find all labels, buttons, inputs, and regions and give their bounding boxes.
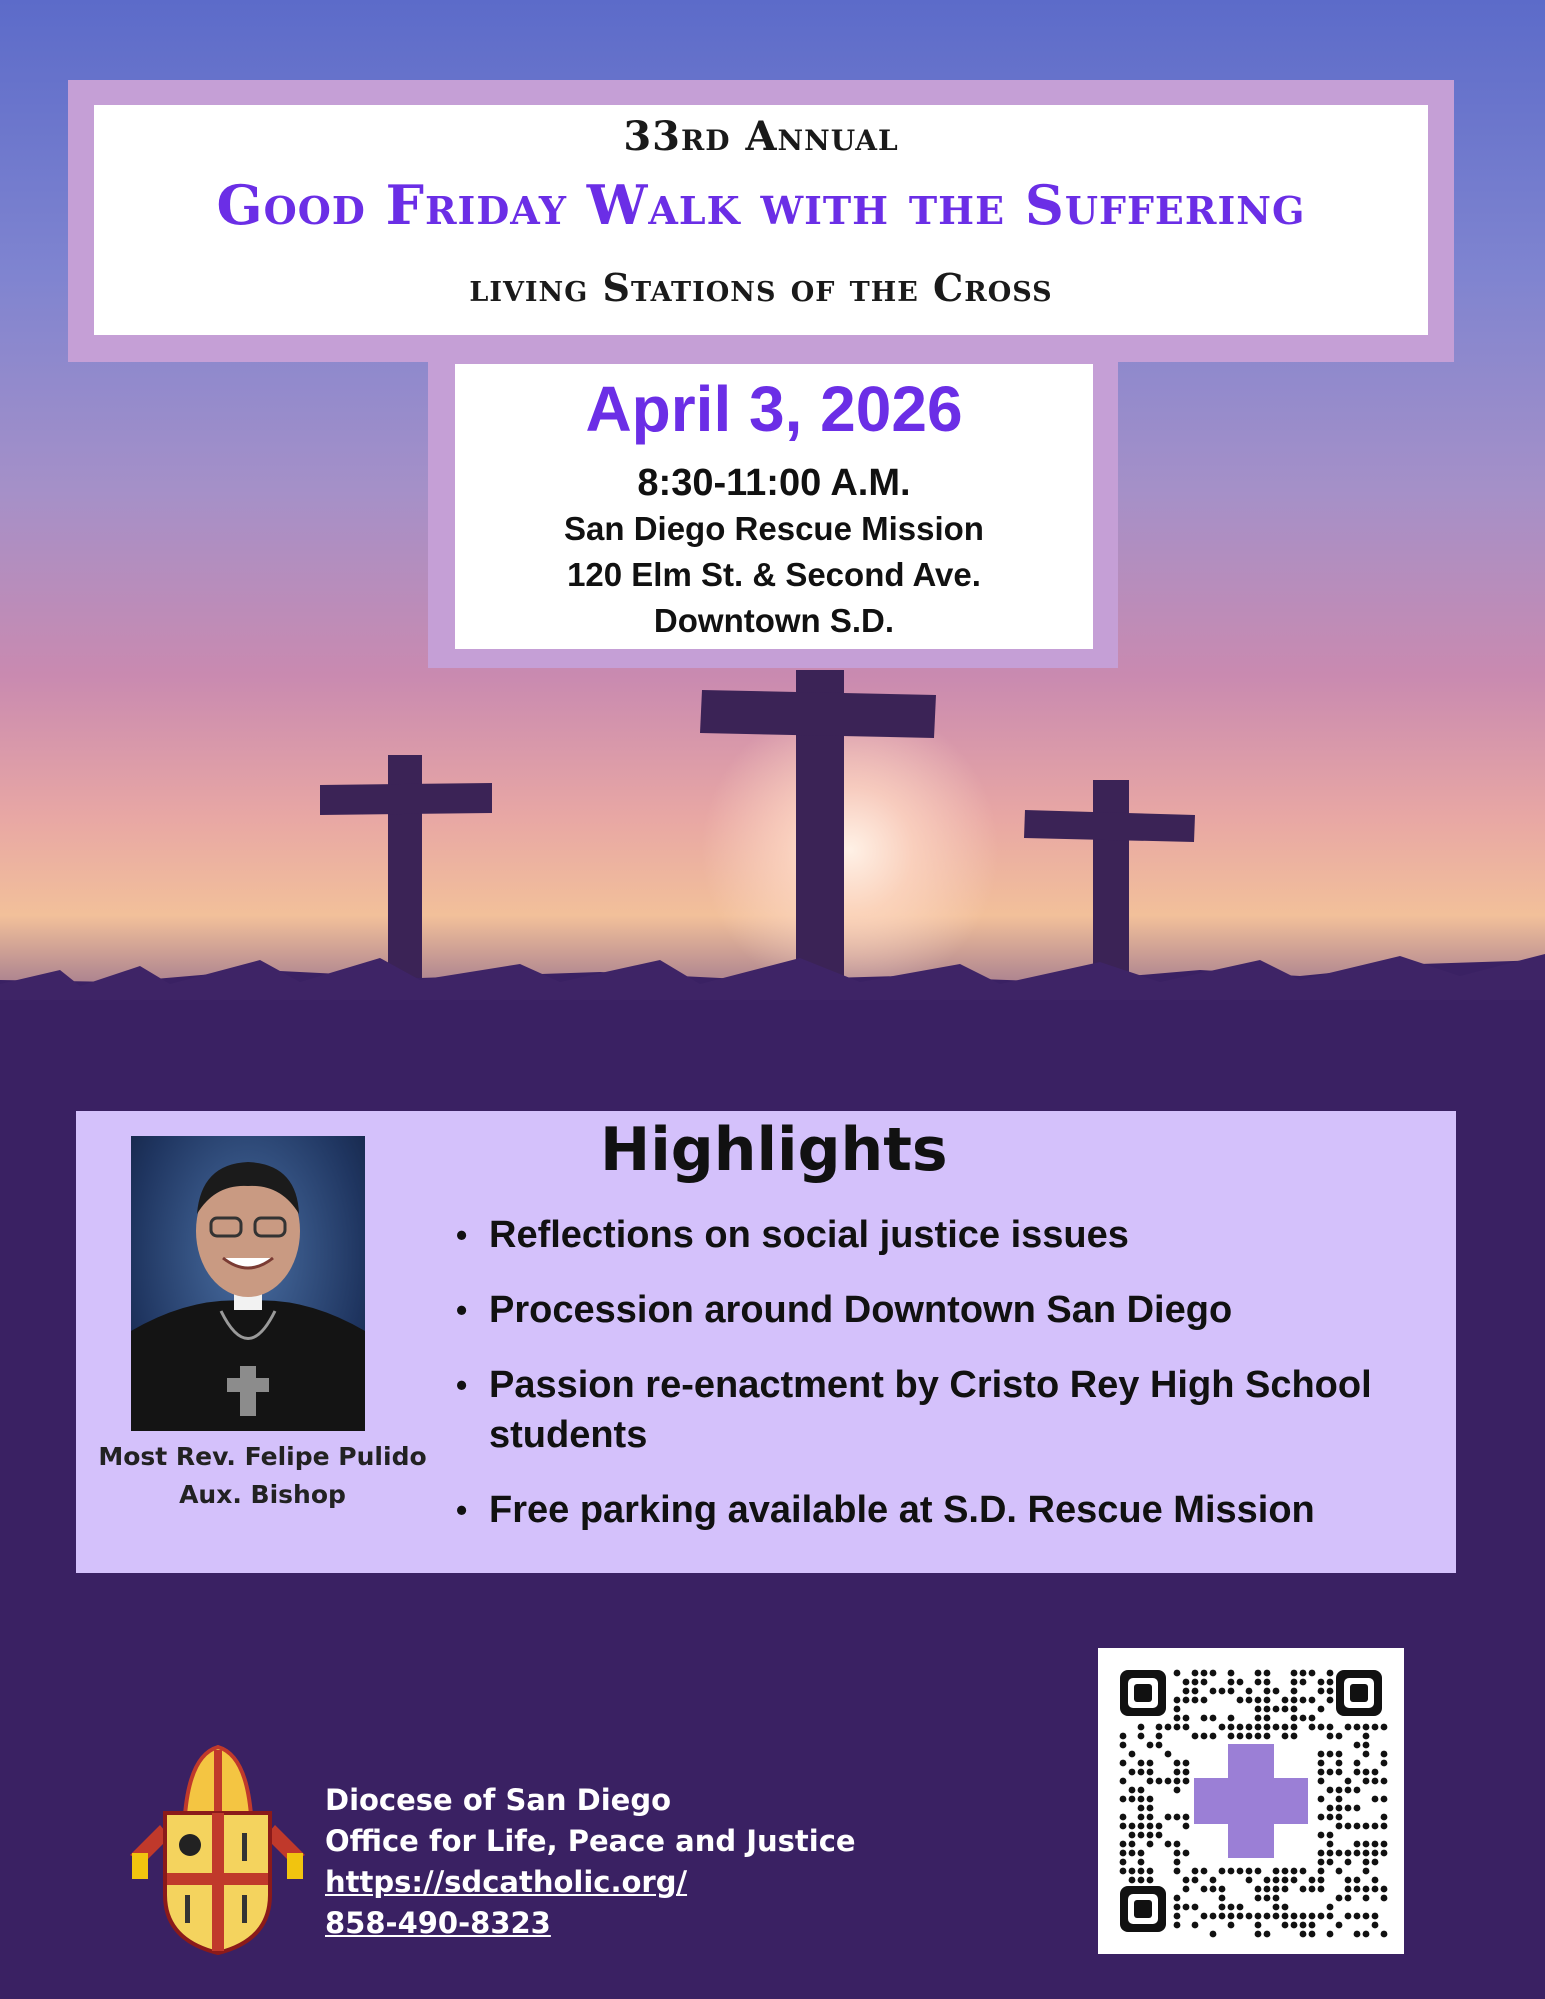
event-subtitle: living Stations of the Cross <box>469 265 1053 310</box>
qr-code-icon[interactable] <box>1098 1648 1404 1954</box>
highlights-title: Highlights <box>600 1115 948 1185</box>
footer-org: Diocese of San Diego <box>325 1783 672 1817</box>
list-item: • Procession around Downtown San Diego <box>456 1285 1416 1335</box>
event-venue: San Diego Rescue Mission <box>564 510 984 547</box>
bishop-photo <box>131 1136 365 1431</box>
event-area: Downtown S.D. <box>653 602 895 639</box>
title-box <box>94 105 1428 335</box>
bishop-name: Most Rev. Felipe Pulido <box>98 1442 427 1471</box>
footer-office: Office for Life, Peace and Justice <box>325 1824 856 1858</box>
list-item: • Passion re-enactment by Cristo Rey High School students <box>456 1360 1416 1460</box>
event-address: 120 Elm St. & Second Ave. <box>567 556 981 593</box>
footer-contact <box>325 1780 856 1944</box>
list-item: • Free parking available at S.D. Rescue Mission <box>456 1485 1416 1535</box>
list-item: • Reflections on social justice issues <box>456 1210 1416 1260</box>
date-box <box>455 364 1093 649</box>
footer-website-link[interactable]: https://sdcatholic.org/ <box>325 1865 688 1899</box>
event-date: April 3, 2026 <box>585 373 963 445</box>
event-time: 8:30-11:00 A.M. <box>637 462 911 504</box>
footer-phone-link[interactable]: 858-490-8323 <box>325 1906 551 1940</box>
event-edition: 33rd Annual <box>623 113 899 160</box>
hillside-silhouette <box>0 940 1545 1110</box>
bishop-title: Aux. Bishop <box>179 1480 346 1509</box>
event-title: Good Friday Walk with the Suffering <box>216 173 1306 237</box>
diocese-crest-icon <box>130 1745 305 1955</box>
highlights-list <box>456 1210 1416 1560</box>
